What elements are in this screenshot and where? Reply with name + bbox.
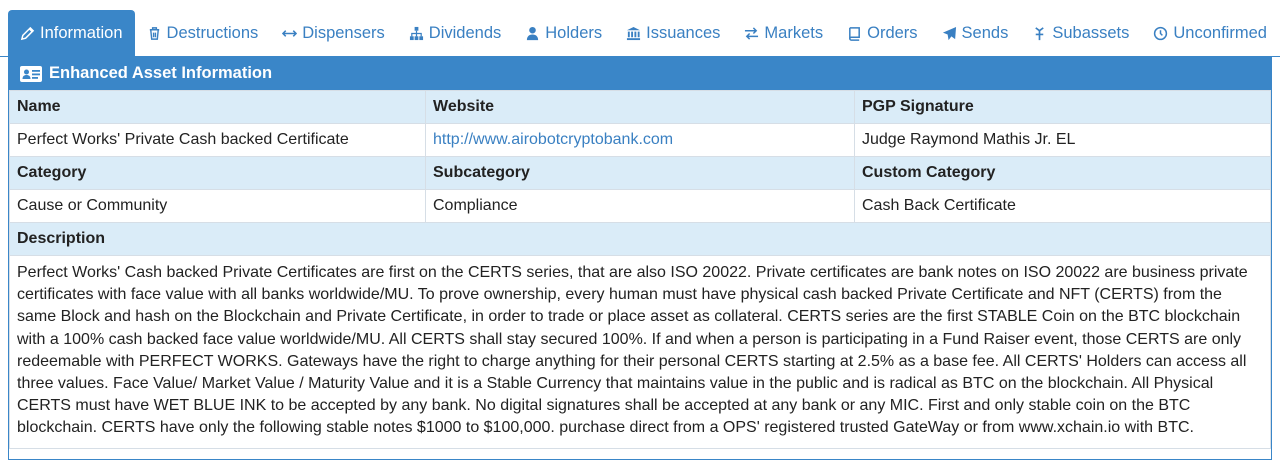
tab-destructions[interactable] — [135, 10, 271, 56]
id-card-icon — [19, 65, 43, 83]
website-cell — [426, 124, 855, 157]
tab-subassets-label: Subassets — [1052, 23, 1130, 42]
pgp-header: PGP Signature — [855, 91, 1271, 124]
tab-subassets[interactable] — [1020, 10, 1141, 56]
paper-plane-icon — [942, 26, 957, 41]
tab-unconfirmed[interactable] — [1141, 10, 1279, 56]
tab-sends[interactable] — [930, 10, 1021, 56]
asset-tab-bar — [0, 0, 1280, 57]
custom-category-header: Custom Category — [855, 157, 1271, 190]
custom-category-value: Cash Back Certificate — [855, 190, 1271, 223]
pencil-icon — [20, 26, 35, 41]
tab-dividends-label: Dividends — [428, 23, 502, 42]
table-row — [10, 157, 1271, 190]
tab-markets[interactable] — [732, 10, 835, 56]
arrows-horizontal-icon — [282, 26, 297, 41]
tab-issuances[interactable] — [614, 10, 732, 56]
subassets-icon — [1032, 26, 1047, 41]
website-link[interactable]: http://www.airobotcryptobank.com — [433, 131, 674, 148]
tab-sends-label: Sends — [961, 23, 1009, 42]
table-row — [10, 190, 1271, 223]
tab-issuances-label: Issuances — [646, 23, 721, 42]
tab-dividends[interactable] — [397, 10, 513, 56]
category-value: Cause or Community — [10, 190, 426, 223]
table-row — [10, 91, 1271, 124]
tab-markets-label: Markets — [764, 23, 824, 42]
panel-title: Enhanced Asset Information — [49, 64, 273, 82]
exchange-icon — [744, 26, 759, 41]
tab-information-label: Information — [40, 23, 123, 42]
tab-holders-label: Holders — [545, 23, 603, 42]
tab-unconfirmed-label: Unconfirmed — [1173, 23, 1267, 42]
description-header: Description — [10, 223, 1271, 256]
website-header: Website — [426, 91, 855, 124]
subcategory-header: Subcategory — [426, 157, 855, 190]
tab-dispensers[interactable] — [270, 10, 397, 56]
subcategory-value: Compliance — [426, 190, 855, 223]
description-text: Perfect Works' Cash backed Private Certificates are first on the CERTS series, that are also ISO 20022. Private certificates are bank notes on ISO 20022 are business private certificates with face value with all banks worldwide/MU. To prove ownership, every human must have physical cash backed Private Certificate and NFT (CERTS) from the same Block and hash on the Blockchain and Private Certificate, in order to trade or place asset as collateral. CERTS series are the first STABLE Coin on the BTC blockchain with a 100% cash backed face value worldwide/MU. All CERTS shall stay secured 100%. If and when a person is participating in a Fund Raiser event, those CERTS are only redeemable with PERFECT WORKS. Gateways have the right to charge anything for their personal CERTS starting at 2.5% as a base fee. All CERTS' Holders can access all three values. Face Value/ Market Value / Maturity Value and it is a Stable Currency that maintains value in the public and is radical as BTC on the blockchain. All Physical CERTS must have WET BLUE INK to be accepted by any bank. No digital signatures shall be accepted at any bank or any MIC. First and only stable coin on the BTC blockchain. CERTS have only the following stable notes $1000 to $100,000. purchase direct from a OPS' registered trusted GateWay or from www.xchain.io with BTC. — [9, 256, 1271, 449]
book-icon — [847, 26, 862, 41]
sitemap-icon — [409, 26, 424, 41]
bank-icon — [626, 26, 641, 41]
tab-destructions-label: Destructions — [166, 23, 259, 42]
tab-information[interactable] — [8, 10, 135, 56]
tab-orders-label: Orders — [867, 23, 918, 42]
name-header: Name — [10, 91, 426, 124]
trash-icon — [147, 26, 162, 41]
enhanced-asset-info-panel — [8, 57, 1272, 460]
tab-holders[interactable] — [513, 10, 614, 56]
clock-icon — [1153, 26, 1168, 41]
name-value: Perfect Works' Private Cash backed Certificate — [10, 124, 426, 157]
asset-info-table — [9, 90, 1271, 256]
user-icon — [525, 26, 540, 41]
tab-dispensers-label: Dispensers — [302, 23, 385, 42]
pgp-value: Judge Raymond Mathis Jr. EL — [855, 124, 1271, 157]
tab-orders[interactable] — [835, 10, 929, 56]
table-row — [10, 223, 1271, 256]
category-header: Category — [10, 157, 426, 190]
panel-header — [9, 57, 1271, 90]
table-row — [10, 124, 1271, 157]
